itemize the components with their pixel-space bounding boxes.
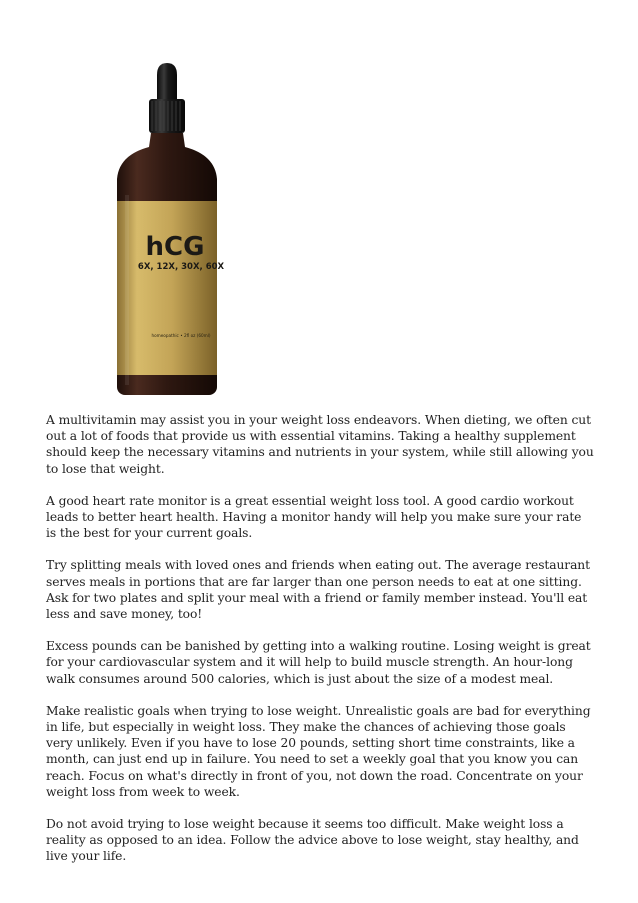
paragraph-heart-rate-monitor: A good heart rate monitor is a great essential weight loss tool. A good cardio workout leads to better heart health. Having a monitor handy will help you make sure your rate is the best for your current goals.	[46, 493, 582, 541]
paragraph-multivitamin: A multivitamin may assist you in your weight loss endeavors. When dieting, we often cut out a lot of foods that provide us with essential vitamins. Taking a healthy supplement should keep the necessary vitamins and nutrients in your system, while still allowing you to lose that weight.	[46, 413, 594, 476]
label-subtitle: 6X, 12X, 30X, 60X	[137, 262, 225, 272]
paragraph-realistic-goals: Make realistic goals when trying to lose weight. Unrealistic goals are bad for everything in life, but especially in weight loss. They make the chances of achieving those goals very unlikely. Even if you have to lose 20 pounds, setting short time constraints, like a month, can just end up in failure. You need to set a weekly goal that you know you can reach. Focus on what's directly in front of you, not down the road. Concentrate on your weight loss from week to week.	[46, 703, 591, 799]
paragraph-conclusion: Do not avoid trying to lose weight because it seems too difficult. Make weight loss a reality as opposed to an idea. Follow the advice above to lose weight, stay healthy, and live your life.	[46, 817, 579, 864]
label-title: hCG	[145, 232, 205, 262]
hcg-bottle-image	[105, 55, 230, 400]
article-body	[46, 412, 594, 881]
bottle-label	[117, 201, 217, 375]
bottle-illustration	[105, 55, 230, 400]
bottle-cap	[149, 99, 185, 133]
dropper-bulb	[157, 63, 177, 99]
label-footer: homeopathic • 2fl oz (60ml)	[151, 333, 211, 338]
paragraph-walking-routine: Excess pounds can be banished by getting into a walking routine. Losing weight is great for your cardiovascular system and it will help to build muscle strength. An hour-long walk consumes around 500 calories, which is just about the size of a modest meal.	[46, 639, 591, 686]
paragraph-splitting-meals: Try splitting meals with loved ones and friends when eating out. The average restaurant serves meals in portions that are far larger than one person needs to eat at one sitting. Ask for two plates and split your meal with a friend or family member instead. You'll eat less and save money, too!	[46, 558, 590, 622]
